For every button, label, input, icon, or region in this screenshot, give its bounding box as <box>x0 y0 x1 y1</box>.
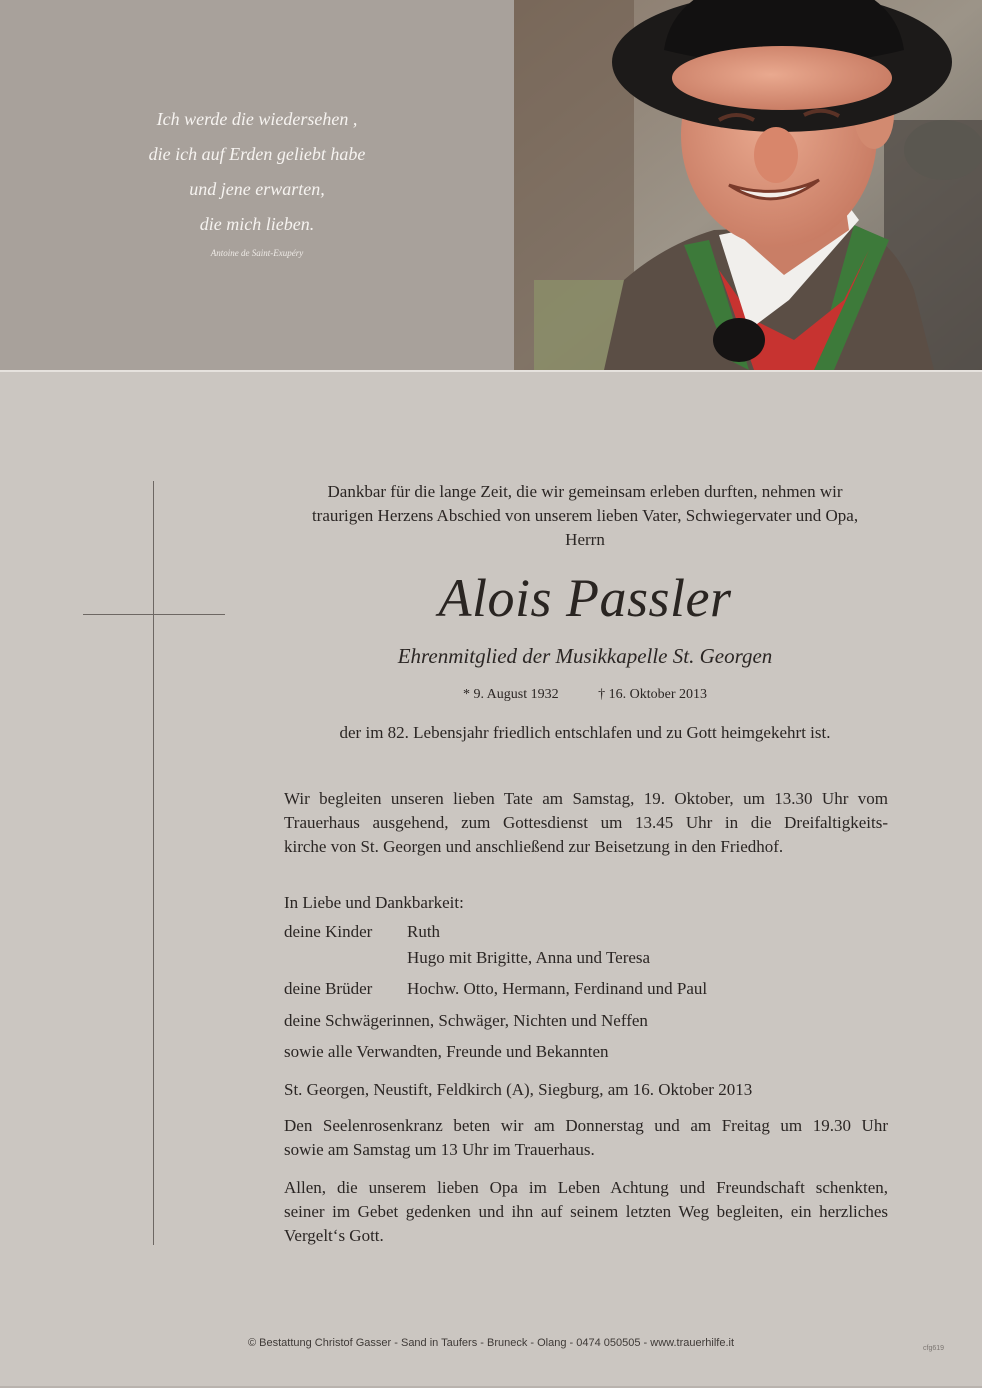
quote-panel <box>0 0 514 370</box>
intro-line: Herrn <box>565 530 605 549</box>
children-label: deine Kinder <box>284 922 373 941</box>
thanks-line: seiner im Gebet gedenken und ihn auf seinem letzten Weg begleiten, ein herzliches <box>284 1202 888 1221</box>
cross-vertical-bar <box>153 481 154 1245</box>
life-dates <box>270 685 900 705</box>
child-name: Ruth <box>407 922 441 941</box>
intro-line: traurigen Herzens Abschied von unserem lieben Vater, Schwiegervater und Opa, <box>311 506 859 525</box>
rosary-line: Den Seelenrosenkranz beten wir am Donnerstag und am Freitag um 19.30 Uhr <box>284 1116 888 1135</box>
header-divider <box>0 370 982 372</box>
brothers-names: Hochw. Otto, Hermann, Ferdinand und Paul <box>407 979 708 998</box>
rosary-line: sowie am Samstag um 13 Uhr im Trauerhaus. <box>284 1140 595 1159</box>
funeral-line: kirche von St. Georgen und anschließend zur Beisetzung in den Friedhof. <box>284 837 784 856</box>
honor-title: Ehrenmitglied der Musikkapelle St. Georgen <box>397 644 773 668</box>
birth-date: * 9. August 1932 <box>462 687 559 702</box>
header-band <box>0 0 982 370</box>
cross-horizontal-bar <box>83 614 225 615</box>
funeral-details <box>284 787 888 859</box>
rosary-notice <box>284 1114 888 1162</box>
place-date <box>284 1078 888 1102</box>
intro-line: Dankbar für die lange Zeit, die wir gemeinsam erleben durften, nehmen wir <box>327 482 843 501</box>
quote-line: die ich auf Erden geliebt habe <box>148 144 366 164</box>
passing-text: der im 82. Lebensjahr friedlich entschlafen und zu Gott heimgekehrt ist. <box>339 723 831 742</box>
funeral-line: Wir begleiten unseren lieben Tate am Samstag, 19. Oktober, um 13.30 Uhr vom <box>284 789 888 808</box>
intro-text <box>270 480 900 552</box>
quote-line: und jene erwarten, <box>189 179 325 199</box>
quote-text <box>0 102 514 242</box>
portrait-photo <box>514 0 982 370</box>
thanks-line: Vergelt‘s Gott. <box>284 1226 384 1245</box>
template-code: cfg619 <box>923 1345 945 1352</box>
thanks-line: Allen, die unserem lieben Opa im Leben Achtung und Freundschaft schenkten, <box>284 1178 888 1197</box>
footer-credits: © Bestattung Christof Gasser - Sand in Taufers - Bruneck - Olang - 0474 050505 - www.trauerhilfe.it <box>247 1337 735 1349</box>
inlaws-row: deine Schwägerinnen, Schwäger, Nichten und Neffen <box>284 1011 648 1030</box>
thanks-notice <box>284 1176 888 1248</box>
quote-line: Ich werde die wiedersehen , <box>156 109 358 129</box>
deceased-name: Alois Passler <box>438 568 732 628</box>
relatives-row: sowie alle Verwandten, Freunde und Bekannten <box>284 1042 609 1061</box>
death-date: † 16. Oktober 2013 <box>598 687 708 702</box>
funeral-line: Trauerhaus ausgehend, zum Gottesdienst um 13.45 Uhr in die Dreifaltigkeits- <box>284 813 888 832</box>
quote-line: die mich lieben. <box>199 214 315 234</box>
place-date-text: St. Georgen, Neustift, Feldkirch (A), Siegburg, am 16. Oktober 2013 <box>284 1080 753 1099</box>
child-name: Hugo mit Brigitte, Anna und Teresa <box>407 948 651 967</box>
family-heading: In Liebe und Dankbarkeit: <box>284 893 464 912</box>
portrait-illustration <box>514 0 982 370</box>
quote-author: Antoine de Saint-Exupéry <box>210 248 304 258</box>
brothers-label: deine Brüder <box>284 979 373 998</box>
